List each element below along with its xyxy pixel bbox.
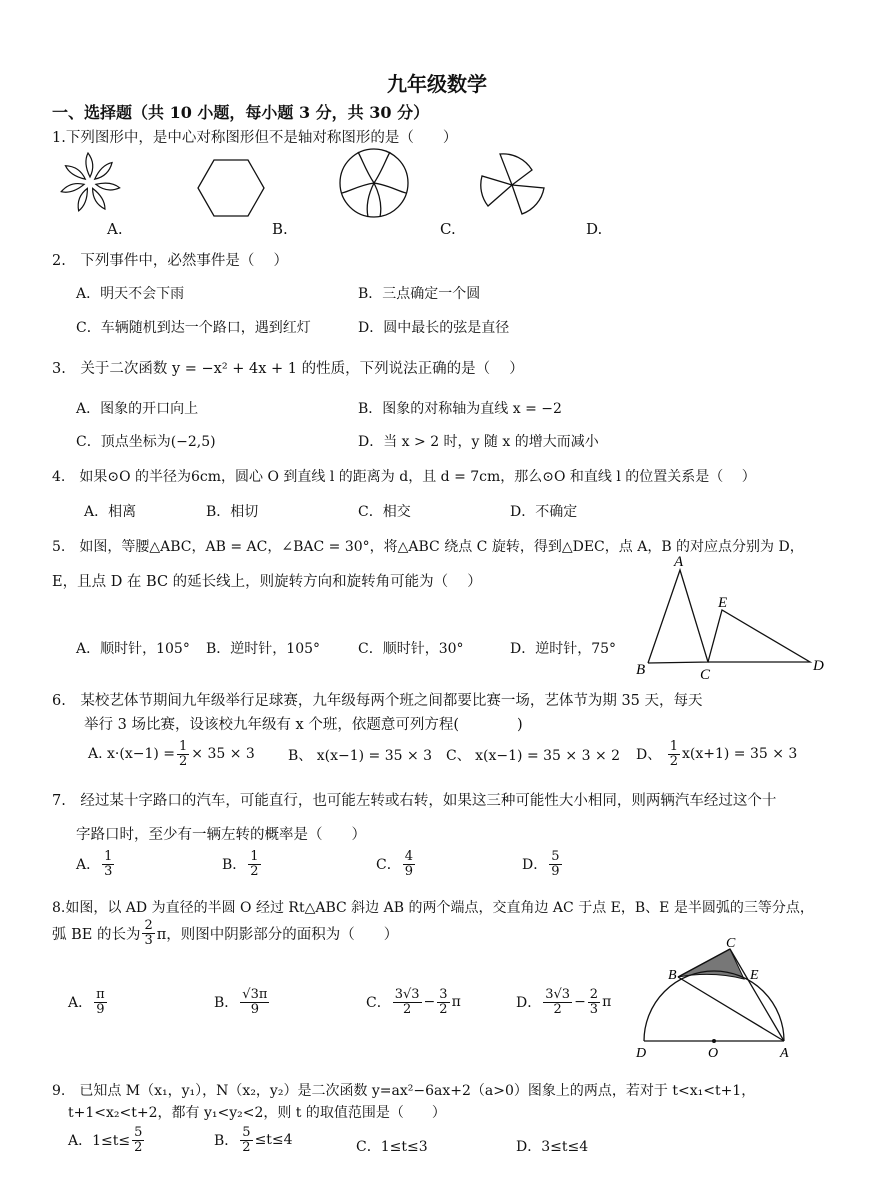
q6-option-a — [88, 737, 255, 771]
q7-option-b — [222, 850, 263, 878]
q8-option-c — [366, 988, 461, 1016]
q8-line1: 8.如图，以 AD 为直径的半圆 O 经过 Rt△ABC 斜边 AB 的两个端点，交直角边 AC 于点 E，B、E 是半圆弧的三等分点， — [52, 900, 814, 916]
q9-option-b-tail: ≤t≤4 — [254, 1132, 293, 1149]
q6-half-num: 1 — [179, 738, 188, 754]
q9-option-d: D．3≤t≤4 — [516, 1139, 589, 1155]
q5-option-b: B．逆时针，105° — [206, 641, 321, 657]
q1-figure-c-circle-trefoil — [338, 147, 410, 219]
q8-arc-fraction — [142, 919, 154, 947]
q8-option-c-frac2 — [437, 988, 449, 1016]
q8-option-b-label: B． — [214, 995, 239, 1012]
q6-option-d — [636, 737, 797, 771]
q8-arc-den: 3 — [144, 932, 153, 948]
q7-a-den: 3 — [104, 863, 113, 879]
q8-d-minus: − — [574, 994, 586, 1011]
q2-option-c: C．车辆随机到达一个路口，遇到红灯 — [76, 320, 311, 336]
q8-option-d-frac1 — [543, 988, 572, 1016]
q2-option-b: B．三点确定一个圆 — [358, 286, 481, 302]
q8-arc-num: 2 — [144, 918, 153, 933]
q7-b-num: 1 — [250, 849, 259, 864]
q9-option-b-fraction — [240, 1126, 252, 1154]
q8-label-o: O — [708, 1046, 719, 1061]
q7-option-c-label: C． — [376, 857, 401, 874]
q8-c-tail: π — [451, 994, 461, 1011]
q8-line2-post: π，则图中阴影部分的面积为（ ） — [156, 926, 399, 943]
q5-option-c: C．顺时针，30° — [358, 641, 464, 657]
q1-label-b: B. — [272, 220, 288, 238]
q7-option-c — [376, 850, 417, 878]
q3-option-c: C．顶点坐标为(−2,5) — [76, 434, 216, 450]
q6-option-d-fraction — [668, 740, 680, 768]
q5-option-d: D．逆时针，75° — [510, 641, 617, 657]
q8-label-c: C — [726, 936, 736, 951]
q3-option-d: D．当 x > 2 时，y 随 x 的增大而减小 — [358, 434, 599, 450]
q4-stem: 4. 如果⊙O 的半径为6cm，圆心 O 到直线 l 的距离为 d，且 d = 7cm，那么⊙O 和直线 l 的位置关系是（ ） — [52, 469, 756, 485]
q4-option-d: D．不确定 — [510, 504, 578, 520]
q8-line2 — [52, 919, 398, 947]
q6-option-c: C、 x(x−1) = 35 × 3 × 2 — [446, 748, 621, 764]
q8-option-b — [214, 988, 271, 1016]
q4-option-c: C．相交 — [358, 504, 411, 520]
q1-stem: 1.下列图形中，是中心对称图形但不是轴对称图形的是（ ） — [52, 130, 458, 146]
q8-option-d-label: D． — [516, 995, 542, 1012]
q5-label-e: E — [718, 595, 728, 611]
q4-option-a: A．相离 — [84, 504, 137, 520]
q8-b-num: √3π — [242, 987, 268, 1002]
q5-option-a: A．顺时针，105° — [76, 641, 190, 657]
q1-label-a: A. — [107, 220, 123, 238]
q9-a-den: 2 — [134, 1139, 143, 1155]
q1-figure-b-hexagon — [196, 158, 266, 218]
q8-line2-pre: 弧 BE 的长为 — [52, 926, 141, 943]
q4-option-b: B．相切 — [206, 504, 259, 520]
q2-stem: 2. 下列事件中，必然事件是（ ） — [52, 253, 288, 269]
q8-c-d1: 2 — [402, 1001, 412, 1017]
q8-a-den: 9 — [96, 1001, 105, 1017]
q8-b-den: 9 — [250, 1001, 259, 1017]
q8-d-tail: π — [602, 994, 612, 1011]
q6-option-d-rhs: x(x+1) = 35 × 3 — [681, 746, 798, 762]
q8-option-d — [516, 988, 611, 1016]
q8-c-n2: 3 — [439, 987, 448, 1002]
q9-b-den: 2 — [242, 1139, 251, 1155]
q8-option-a-fraction — [94, 988, 107, 1016]
q2-option-a: A．明天不会下雨 — [76, 286, 185, 302]
section-heading: 一、选择题（共 10 小题，每小题 3 分，共 30 分） — [52, 103, 430, 122]
q6-line2: 举行 3 场比赛，设该校九年级有 x 个班，依题意可列方程( ) — [84, 717, 523, 733]
q7-option-d-fraction — [549, 850, 561, 878]
q8-option-c-label: C． — [366, 995, 391, 1012]
q8-d-d1: 2 — [553, 1001, 562, 1017]
q7-line1: 7. 经过某十字路口的汽车，可能直行，也可能左转或右转，如果这三种可能性大小相同，则两辆汽车经过这个十 — [52, 793, 777, 809]
q8-d-n1: 3√3 — [545, 987, 571, 1002]
q7-c-den: 9 — [404, 863, 413, 879]
q6-d-half-den: 2 — [669, 753, 678, 769]
q1-figure-d-three-blades — [478, 150, 550, 220]
q1-label-c: C. — [440, 220, 456, 238]
q9-line2: t+1<x₂<t+2，都有 y₁<y₂<2，则 t 的取值范围是（ ） — [68, 1105, 446, 1121]
q6-option-a-prefix: A. — [88, 746, 103, 762]
q7-d-den: 9 — [551, 863, 560, 879]
q8-c-d2: 2 — [439, 1001, 448, 1017]
q6-half-den: 2 — [179, 753, 188, 769]
q3-option-b: B．图象的对称轴为直线 x = −2 — [358, 401, 562, 417]
q6-option-a-fraction — [177, 740, 189, 768]
q3-option-a: A．图象的开口向上 — [76, 401, 199, 417]
q6-option-d-prefix: D、 — [636, 747, 662, 763]
q5-label-d: D — [813, 658, 824, 674]
q9-b-num: 5 — [242, 1125, 251, 1140]
q8-label-e: E — [750, 968, 759, 983]
q9-option-a — [68, 1126, 146, 1154]
q5-label-c: C — [700, 667, 711, 683]
q8-option-a-label: A． — [68, 995, 93, 1012]
q6-option-a-lhs: x·(x−1) = — [107, 746, 175, 762]
q1-label-d: D. — [586, 220, 603, 238]
q3-stem: 3. 关于二次函数 y = −x² + 4x + 1 的性质，下列说法正确的是（ ） — [52, 361, 524, 377]
q5-line2: E，且点 D 在 BC 的延长线上，则旋转方向和旋转角可能为（ ） — [52, 574, 482, 590]
page-title: 九年级数学 — [387, 72, 487, 96]
q8-a-num: π — [96, 987, 105, 1002]
q5-figure-triangles — [630, 550, 835, 685]
q6-d-half-num: 1 — [669, 738, 678, 754]
q7-b-den: 2 — [250, 863, 259, 879]
q1-figure-a-pinwheel — [55, 152, 125, 214]
q9-option-a-fraction — [132, 1126, 144, 1154]
q6-line1: 6. 某校艺体节期间九年级举行足球赛，九年级每两个班之间都要比赛一场，艺体节为期 35 天，每天 — [52, 693, 703, 709]
q7-option-d-label: D． — [522, 857, 548, 874]
q8-option-d-frac2 — [588, 988, 600, 1016]
q8-option-b-fraction — [240, 988, 269, 1016]
q7-d-num: 5 — [551, 849, 560, 864]
q9-line1: 9. 已知点 M（x₁，y₁），N（x₂，y₂）是二次函数 y=ax²−6ax+2（a>0）图象上的两点，若对于 t<x₁<t+1， — [52, 1083, 756, 1099]
q7-option-b-fraction — [248, 850, 260, 878]
q9-option-b-label: B． — [214, 1133, 239, 1150]
q9-option-b — [214, 1126, 293, 1154]
q7-option-a-label: A． — [76, 857, 101, 874]
q8-c-n1: 3√3 — [394, 987, 420, 1002]
q9-option-a-label: A．1≤t≤ — [68, 1133, 131, 1150]
q8-option-a — [68, 988, 109, 1016]
q7-line2: 字路口时，至少有一辆左转的概率是（ ） — [76, 827, 366, 843]
q7-option-a — [76, 850, 116, 878]
q7-c-num: 4 — [404, 849, 413, 864]
q7-option-d — [522, 850, 564, 878]
q6-option-b: B、 x(x−1) = 35 × 3 — [288, 748, 433, 764]
q7-option-a-fraction — [102, 850, 114, 878]
q6-option-a-rhs: × 35 × 3 — [191, 746, 255, 762]
q8-label-a: A — [780, 1046, 789, 1061]
q8-shaded-region — [678, 949, 744, 979]
q9-option-c: C．1≤t≤3 — [356, 1139, 428, 1155]
q8-label-d: D — [636, 1046, 647, 1061]
q9-a-num: 5 — [134, 1125, 143, 1140]
q7-a-num: 1 — [104, 849, 113, 864]
q5-label-a: A — [674, 554, 684, 570]
q5-label-b: B — [636, 662, 646, 678]
q8-option-c-frac1 — [393, 988, 422, 1016]
q8-d-d2: 3 — [589, 1001, 599, 1017]
q8-label-b: B — [668, 968, 677, 983]
q5-line1: 5. 如图，等腰△ABC，AB = AC，∠BAC = 30°，将△ABC 绕点 C 旋转，得到△DEC，点 A，B 的对应点分别为 D， — [52, 539, 804, 555]
q8-c-minus: − — [423, 994, 436, 1011]
q8-d-n2: 2 — [589, 987, 599, 1002]
q2-option-d: D．圆中最长的弦是直径 — [358, 320, 510, 336]
q7-option-b-label: B． — [222, 857, 247, 874]
q8-figure-semicircle — [630, 935, 830, 1065]
q7-option-c-fraction — [403, 850, 415, 878]
